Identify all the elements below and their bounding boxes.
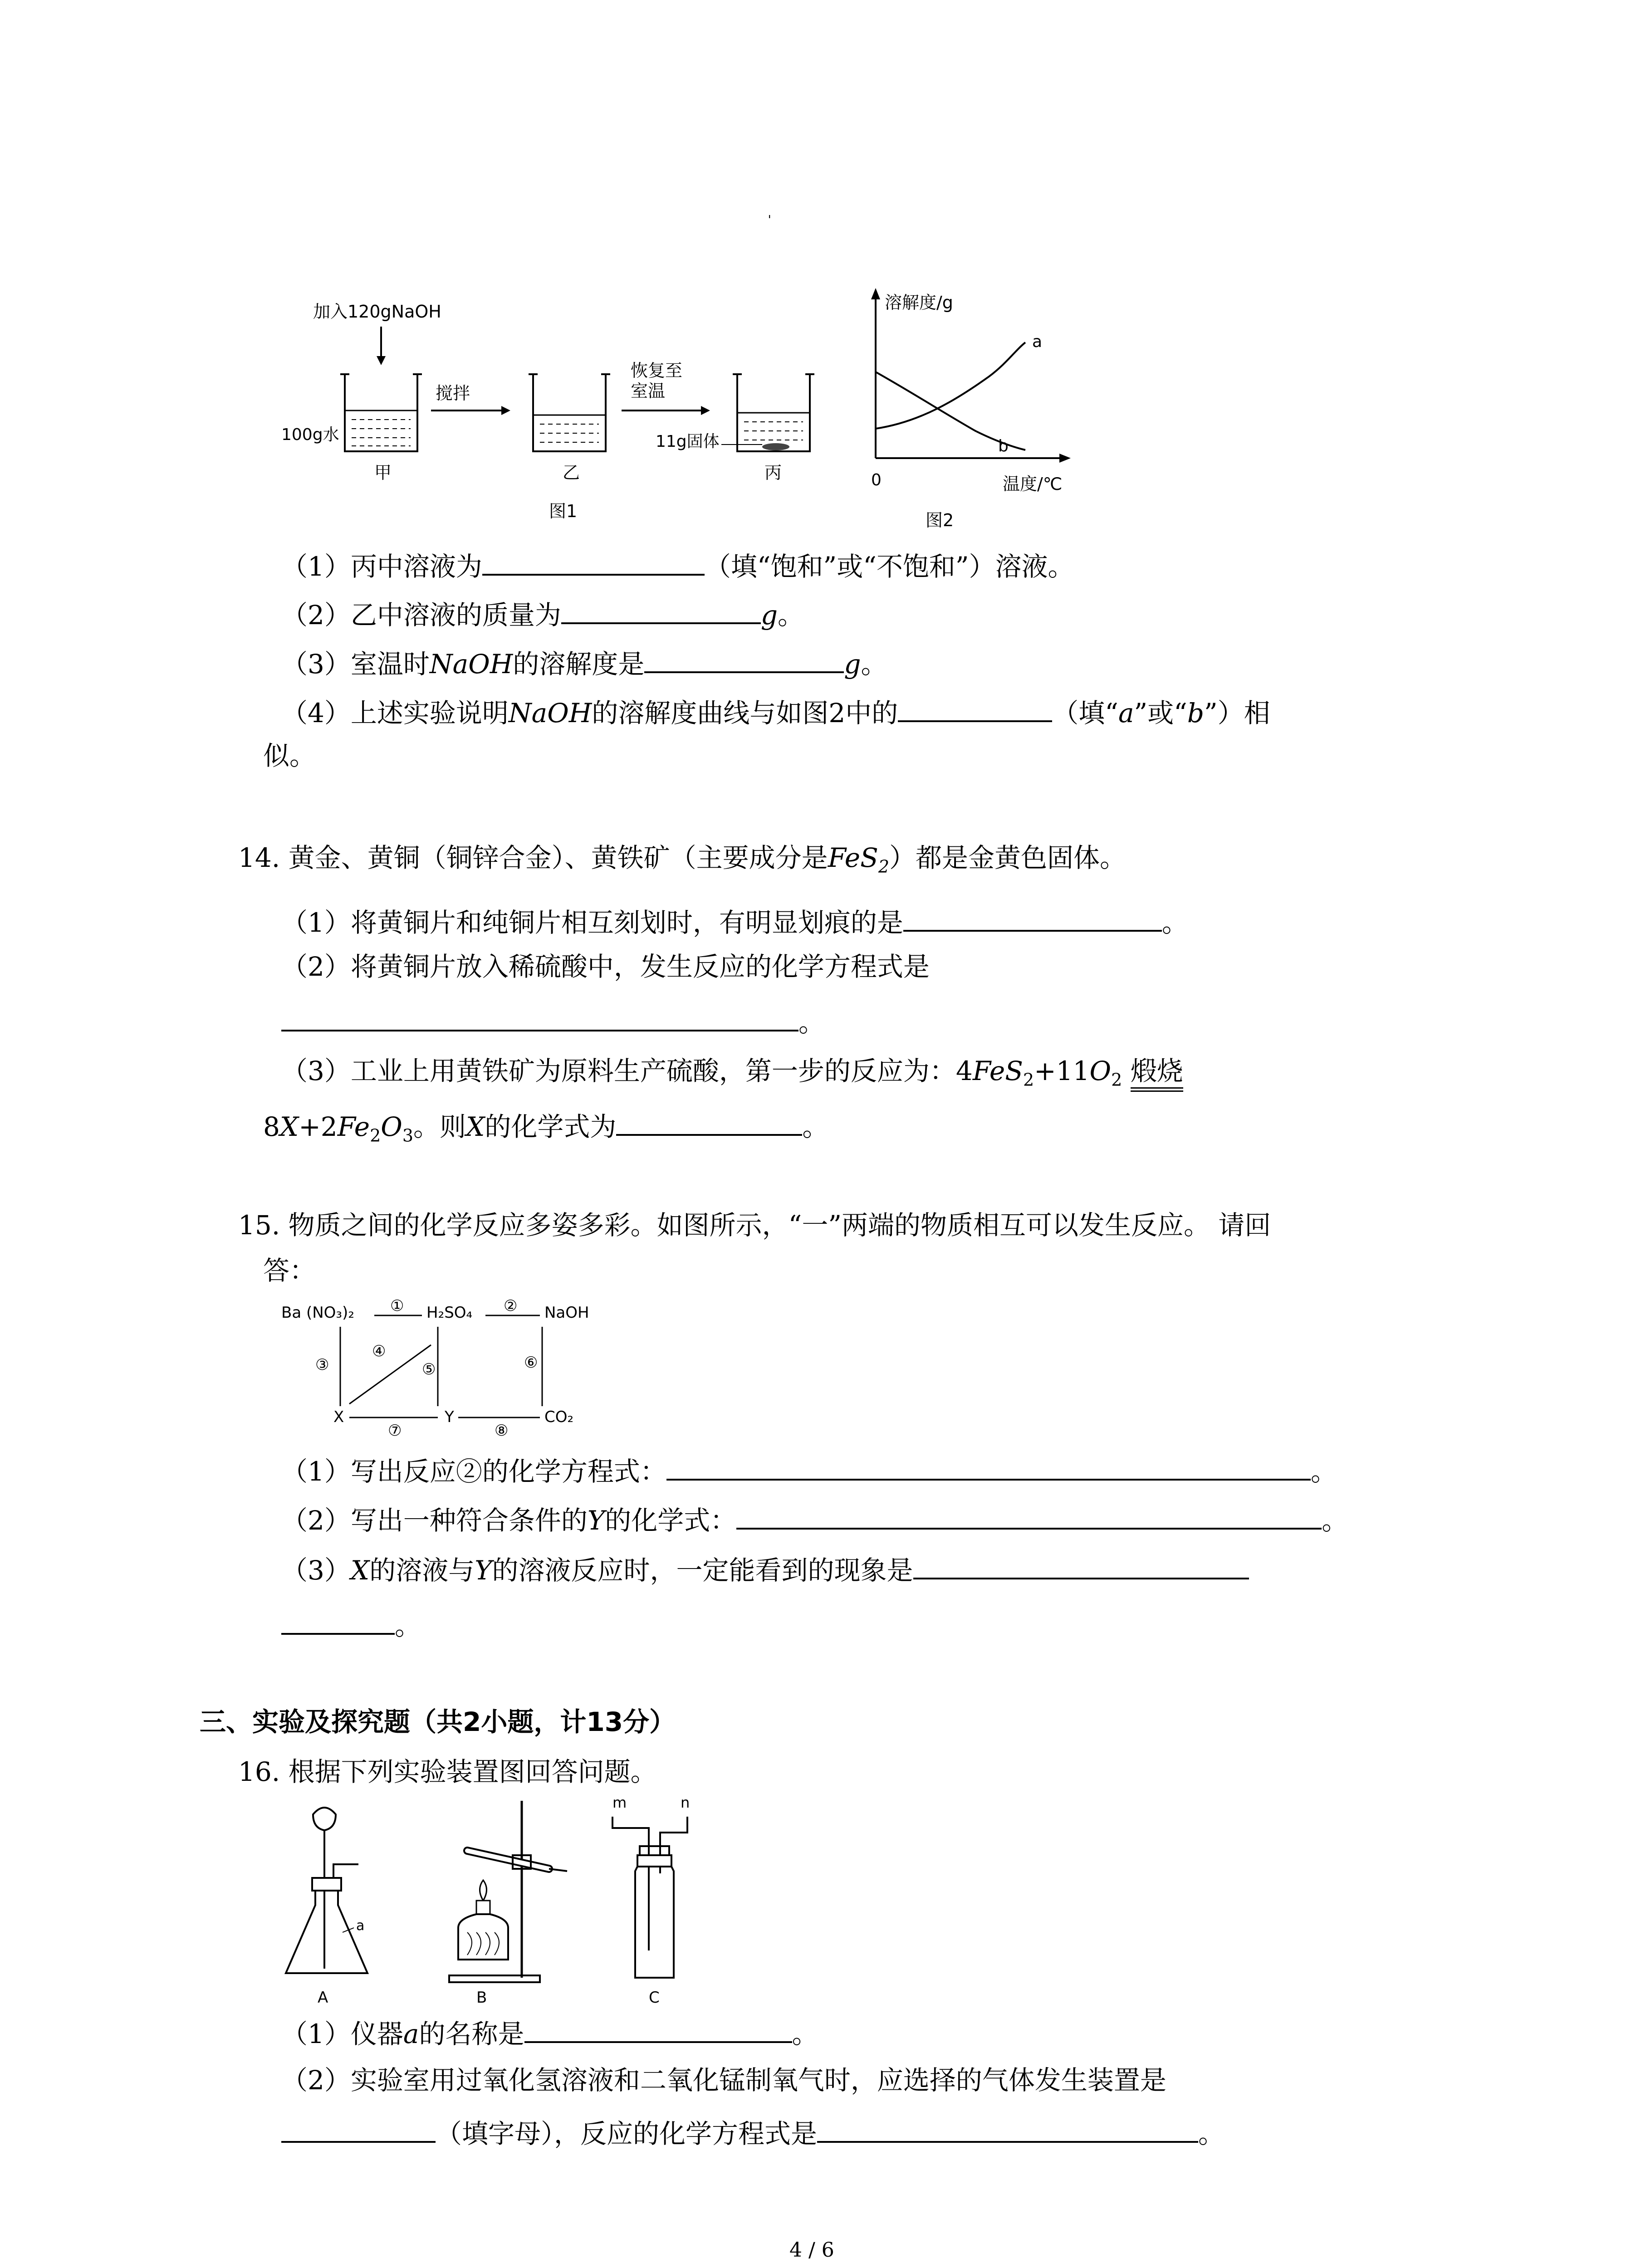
q14-part1 <box>281 903 1188 939</box>
apparatus-a-flask <box>286 1808 367 2007</box>
q15-part3 <box>281 1550 1249 1587</box>
apparatus-c-label-n: n <box>681 1796 690 1811</box>
q15-stem-line2 <box>263 1254 316 1287</box>
figure-2-solubility-graph <box>853 286 1107 540</box>
q15-reaction-diagram <box>277 1295 622 1445</box>
q14-p3-plus2: +2 <box>299 1111 338 1142</box>
q14-part2-answer <box>281 1002 825 1039</box>
q14-p3-fe-sub: 2 <box>370 1125 381 1146</box>
q15-reaction-8: ⑧ <box>495 1422 509 1440</box>
q13-p4-hint-3: ”）相 <box>1204 698 1270 728</box>
q14-p3-end: 。 <box>802 1111 829 1142</box>
fig2-caption: 图2 <box>926 510 954 530</box>
q15-p3-post: 的溶液反应时，一定能看到的现象是 <box>492 1555 913 1586</box>
q14-p3-fe: Fe <box>337 1111 370 1142</box>
fig1-stir-label: 搅拌 <box>436 383 470 403</box>
q15-part2 <box>281 1501 1348 1537</box>
apparatus-label-b: B <box>476 1989 487 2007</box>
q14-stem-end: ）都是金黄色固体。 <box>889 842 1127 873</box>
fig1-water-label: 100g水 <box>281 425 339 444</box>
fig1-beaker-bing-label: 丙 <box>764 463 782 483</box>
q14-p2-blank[interactable] <box>281 1002 798 1031</box>
q14-p3-o: O <box>381 1111 402 1142</box>
beaker-bing <box>733 374 814 451</box>
apparatus-b-heater <box>449 1801 567 2007</box>
figure-1-solution-diagram <box>263 290 826 535</box>
q16-p2-mid: （填字母），反应的化学方程式是 <box>436 2118 818 2149</box>
section-3-heading: 三、实验及探究题（共2小题，计13分） <box>200 1706 676 1737</box>
q13-p3-text: （3）室温时 <box>281 649 430 679</box>
q13-p4-hint-1: （填“ <box>1052 698 1118 728</box>
beaker-yi <box>529 374 610 451</box>
q15-reaction-4: ④ <box>372 1342 386 1360</box>
q14-p3-x2: X <box>466 1111 485 1142</box>
q13-p1-hint: （填“饱和”或“不饱和”）溶液。 <box>704 551 1074 582</box>
q14-p3-text: （3）工业上用黄铁矿为原料生产硫酸，第一步的反应为：4 <box>281 1056 973 1086</box>
q14-p3-coef-8: 8 <box>263 1111 280 1142</box>
q14-p3-blank[interactable] <box>616 1107 802 1136</box>
q13-p2-unit: g <box>760 600 778 631</box>
q15-reaction-5: ⑤ <box>422 1360 436 1378</box>
q14-part2 <box>281 950 930 983</box>
page-marker: ˈ <box>768 213 772 229</box>
q14-part3-line2 <box>263 1107 828 1152</box>
q14-formula-sub: 2 <box>878 856 890 877</box>
q14-p3-fes-sub: 2 <box>1023 1070 1034 1090</box>
q14-p2-end: 。 <box>798 1007 825 1038</box>
q16-p2-text: （2）实验室用过氧化氢溶液和二氧化锰制氧气时，应选择的气体发生装置是 <box>281 2065 1166 2096</box>
q15-reaction-7: ⑦ <box>388 1422 402 1440</box>
q13-part4-line2 <box>263 739 316 772</box>
q14-p3-o2-sub: 2 <box>1111 1070 1122 1090</box>
q15-node-co2: CO₂ <box>544 1408 574 1426</box>
q14-p2-text: （2）将黄铜片放入稀硫酸中，发生反应的化学方程式是 <box>281 951 930 982</box>
q13-p4-blank[interactable] <box>898 693 1052 722</box>
q16-stem <box>238 1755 657 1788</box>
apparatus-label-c: C <box>649 1989 660 2007</box>
q15-p2-text: （2）写出一种符合条件的 <box>281 1505 588 1536</box>
q16-stem-text: 16. 根据下列实验装置图回答问题。 <box>238 1756 657 1787</box>
fig1-solid-label: 11g固体 <box>656 432 720 451</box>
q13-p1-blank[interactable] <box>482 547 705 576</box>
q13-p4-option-b: b <box>1187 698 1204 728</box>
q13-p4-line2-text: 似。 <box>263 740 316 771</box>
q13-p4-mid: 的溶解度曲线与如图2中的 <box>592 698 898 728</box>
q16-p1-a: a <box>403 2019 419 2049</box>
q15-part3-answer <box>281 1606 421 1642</box>
q15-stem-text-2: 答： <box>263 1255 316 1286</box>
q14-formula: FeS <box>828 842 878 873</box>
beaker-jia <box>340 374 422 451</box>
q15-p2-end: 。 <box>1322 1505 1348 1536</box>
q16-part1 <box>281 2014 818 2050</box>
q14-p1-end: 。 <box>1161 907 1188 938</box>
q15-node-y: Y <box>445 1408 454 1426</box>
fig2-curve-a-label: a <box>1032 332 1043 351</box>
fig2-origin: 0 <box>871 471 882 489</box>
q15-p2-mid: 的化学式： <box>605 1505 737 1536</box>
q13-p4-formula: NaOH <box>508 698 592 728</box>
q15-p3-mid: 的溶液与 <box>369 1555 475 1586</box>
apparatus-label-a: A <box>318 1989 328 2007</box>
fig2-curve-b-label: b <box>998 437 1009 455</box>
fig1-beaker-jia-label: 甲 <box>374 463 392 483</box>
q13-p4-hint-2: ”或“ <box>1134 698 1187 728</box>
q15-p3-text: （3） <box>281 1555 351 1586</box>
apparatus-c-bottle <box>612 1796 690 2007</box>
q16-p1-mid: 的名称是 <box>419 2019 524 2049</box>
q15-node-x: X <box>333 1408 344 1426</box>
q13-p3-end: 。 <box>861 649 887 679</box>
q16-p2-blank-2[interactable] <box>817 2114 1198 2143</box>
q14-stem <box>238 841 1126 883</box>
fig1-restore-label-1: 恢复至 <box>631 361 683 381</box>
q13-p3-blank[interactable] <box>644 644 844 673</box>
fig2-ylabel: 溶解度/g <box>885 293 953 313</box>
q13-part2 <box>281 595 804 631</box>
page-number: 4 / 6 <box>789 2239 834 2262</box>
fig1-beaker-yi-label: 乙 <box>563 463 580 483</box>
q15-part1 <box>281 1452 1337 1488</box>
fig2-xlabel: 温度/℃ <box>1003 474 1063 494</box>
q14-p3-ask: 的化学式为 <box>485 1111 617 1142</box>
q14-p3-plus: +11 <box>1034 1056 1090 1086</box>
q16-part2 <box>281 2064 1166 2097</box>
q15-p3-end: 。 <box>395 1610 421 1641</box>
q16-part2-line2 <box>281 2114 1225 2150</box>
q15-reaction-1: ① <box>390 1297 404 1315</box>
q15-p3-blank-2[interactable] <box>281 1606 395 1635</box>
q15-reaction-3: ③ <box>315 1356 329 1374</box>
q16-p2-end: 。 <box>1198 2118 1225 2149</box>
q15-p2-y: Y <box>587 1505 605 1536</box>
q15-reaction-6: ⑥ <box>524 1354 538 1372</box>
q13-p2-text: （2）乙中溶液的质量为 <box>281 600 561 631</box>
q15-p1-text: （1）写出反应②的化学方程式： <box>281 1456 666 1487</box>
q15-node-ba: Ba (NO₃)₂ <box>281 1304 354 1322</box>
fig1-restore-label-2: 室温 <box>631 381 666 401</box>
q16-apparatus-figure <box>277 1796 740 2014</box>
q13-p3-unit: g <box>844 649 861 679</box>
apparatus-a-label-a: a <box>356 1918 365 1934</box>
q16-p1-text: （1）仪器 <box>281 2019 403 2049</box>
q16-p1-end: 。 <box>792 2019 818 2049</box>
q14-p3-then: 。则 <box>413 1111 466 1142</box>
q15-p3-x: X <box>350 1555 370 1586</box>
q13-part4 <box>281 693 1270 729</box>
q15-node-naoh: NaOH <box>544 1304 589 1322</box>
q14-p1-blank[interactable] <box>903 903 1162 932</box>
q13-part1 <box>281 547 1074 583</box>
q13-part3 <box>281 644 887 680</box>
q13-p3-mid: 的溶解度是 <box>513 649 645 679</box>
q15-node-h2so4: H₂SO₄ <box>426 1304 473 1322</box>
fig1-caption: 图1 <box>549 501 578 521</box>
q15-p3-blank[interactable] <box>913 1550 1249 1579</box>
q14-stem-text: 14. 黄金、黄铜（铜锌合金）、黄铁矿（主要成分是 <box>238 842 828 873</box>
q16-p1-blank[interactable] <box>524 2014 792 2043</box>
q14-p3-o2: O <box>1089 1056 1112 1086</box>
q15-stem-text: 15. 物质之间的化学反应多姿多彩。如图所示，“一”两端的物质相互可以发生反应。 请回 <box>238 1210 1271 1241</box>
q15-stem <box>238 1209 1271 1242</box>
q13-p4-option-a: a <box>1118 698 1134 728</box>
fig1-add-label: 加入120gNaOH <box>313 302 441 322</box>
q15-reaction-2: ② <box>504 1297 518 1315</box>
q16-p2-blank-1[interactable] <box>281 2114 436 2143</box>
q15-p3-y: Y <box>475 1555 492 1586</box>
q14-p3-fes: FeS <box>972 1056 1023 1086</box>
q15-p1-blank[interactable] <box>666 1452 1311 1481</box>
q14-p3-x: X <box>279 1111 299 1142</box>
q14-part3 <box>281 1055 1183 1096</box>
q13-p2-end: 。 <box>778 600 804 631</box>
apparatus-c-label-m: m <box>612 1796 627 1811</box>
q13-p3-formula: NaOH <box>429 649 513 679</box>
q14-p3-condition: 煅烧 <box>1131 1056 1183 1092</box>
q14-p1-text: （1）将黄铜片和纯铜片相互刻划时，有明显划痕的是 <box>281 907 903 938</box>
q13-p2-blank[interactable] <box>561 595 761 624</box>
q15-p1-end: 。 <box>1310 1456 1337 1487</box>
q13-p1-text: （1）丙中溶液为 <box>281 551 482 582</box>
q14-p3-o-sub: 3 <box>402 1125 414 1146</box>
q15-p2-blank[interactable] <box>736 1501 1322 1530</box>
q13-p4-text: （4）上述实验说明 <box>281 698 509 728</box>
